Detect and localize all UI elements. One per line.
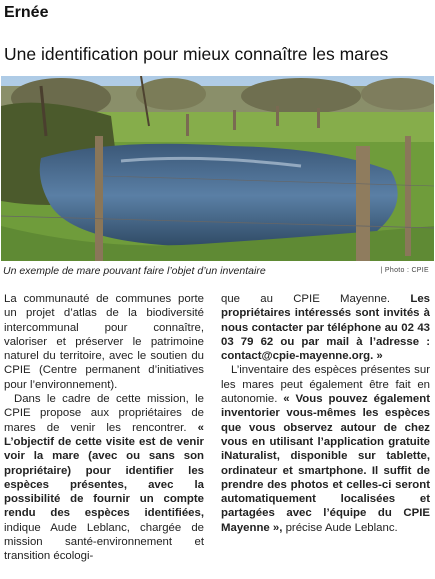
photo-caption: Un exemple de mare pouvant faire l’objet d’un inventaire: [3, 265, 266, 277]
text-run: indique Aude Leblanc, chargée de mission santé-environnement et transition écologi-: [4, 521, 204, 563]
quote-bold: « Vous pouvez également inventorier vous-mêmes les espèces que vous observez autour de chez vous en utilisant l’application gratuite iNaturalist, disponible sur tablette, ordinateur et smartphone. Il suffit de prendre des photos et celles-ci seront automatiquement localisées et partagées avec l’équipe du CPIE Mayenne »,: [221, 393, 430, 534]
article-headline: Une identification pour mieux connaître les mares: [4, 44, 389, 64]
paragraph: [221, 363, 430, 535]
pond-photo: [1, 76, 434, 261]
quote-bold: « L’objectif de cette visite est de venir voir la mare (avec ou sans son propriétaire) pour identifier les espèces présentes, avec la possibilité de fournir un compte rendu des espèces identifiées,: [4, 421, 204, 520]
text-run: que au CPIE Mayenne.: [221, 293, 391, 305]
article-column-1: [4, 292, 204, 564]
photo-credit: | Photo : CPIE: [380, 267, 429, 274]
article-kicker: Ernée: [4, 4, 49, 21]
article-column-2: [221, 292, 430, 535]
text-run: Dans le cadre de cette mission, le CPIE propose aux propriétaires de mares de venir les rencontrer.: [4, 393, 204, 434]
text-run: précise Aude Leblanc.: [285, 521, 398, 534]
paragraph: [221, 292, 430, 363]
contact-bold: Les propriétaires intéressés sont invités à nous contacter par téléphone au 02 43 03 79 62 ou par mail à l’adresse : contact@cpie-mayenne.org. »: [221, 293, 431, 363]
paragraph: [4, 392, 204, 564]
text-run: L’inventaire des espèces présentes sur les mares peut également être fait en autonomie.: [221, 364, 430, 406]
paragraph: La communauté de communes porte un projet d’atlas de la biodiversité intercommunal pour connaître, valoriser et préserver le patrimoine naturel du territoire, avec le soutien du CPIE (Centre permanent d’initiatives pour l’environnement).: [4, 293, 204, 391]
